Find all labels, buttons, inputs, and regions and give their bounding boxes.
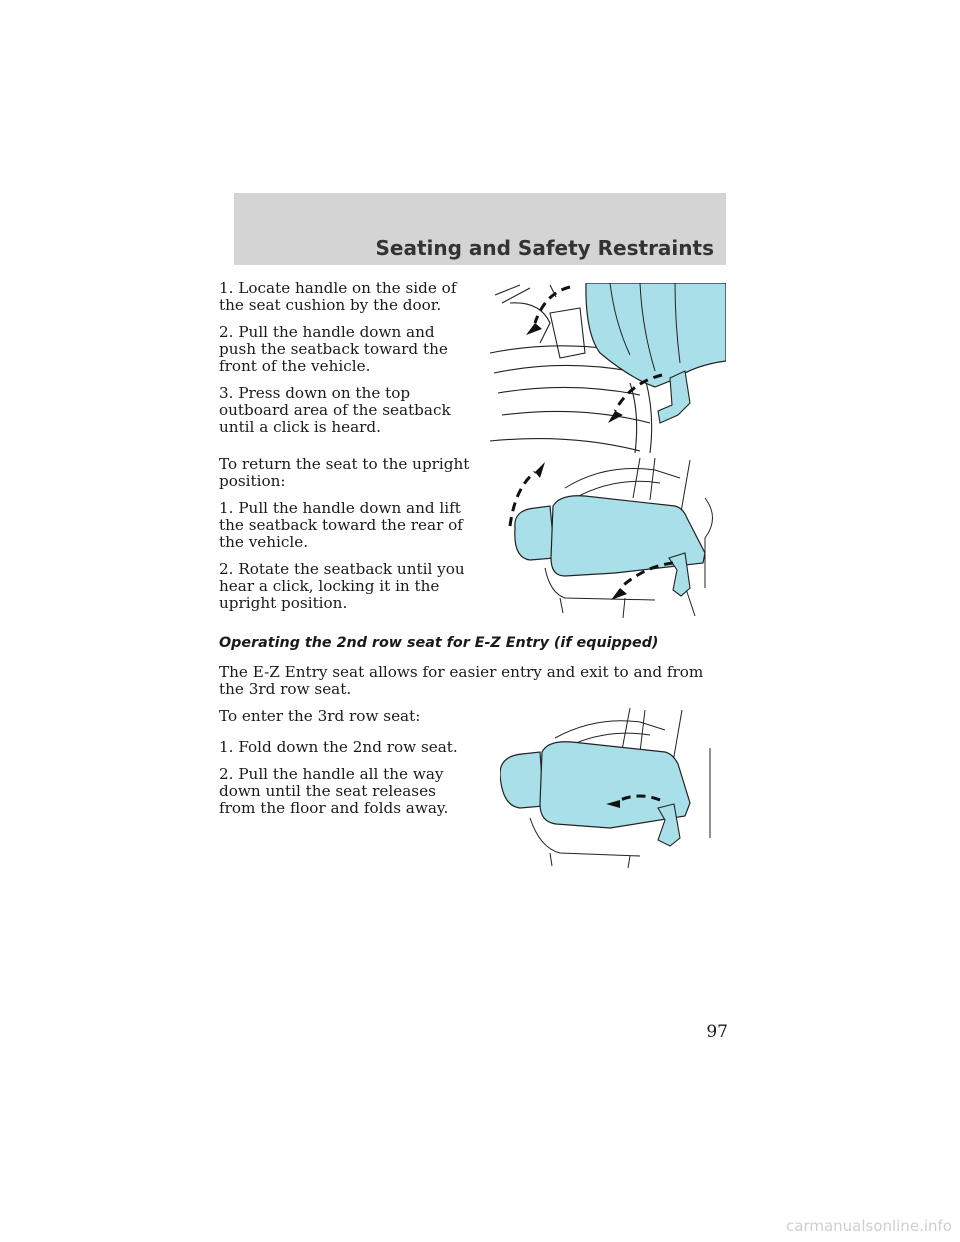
return-step-1: 1. Pull the handle down and lift the seatback toward the rear of the vehicle. [219,499,463,551]
return-intro: To return the seat to the upright position: [219,455,470,490]
seat-ez-entry-illustration [500,708,720,870]
watermark: carmanualsonline.info [786,1217,952,1235]
ez-entry-steps [219,739,474,827]
ez-step-2: 2. Pull the handle all the way down until the seat releases from the floor and folds away. [219,765,449,817]
page-number: 97 [706,1022,728,1042]
section-header-band [234,193,726,265]
section-title: Seating and Safety Restraints [375,236,714,260]
ez-entry-intro: To enter the 3rd row seat: [219,707,421,725]
return-step-2: 2. Rotate the seatback until you hear a click, locking it in the upright position. [219,560,465,612]
ez-entry-description: The E-Z Entry seat allows for easier entry and exit to and from the 3rd row seat. [219,663,704,698]
ez-entry-heading: Operating the 2nd row seat for E-Z Entry (if equipped) [219,635,659,651]
return-upright-steps [219,456,474,622]
fold-steps [219,280,474,446]
seat-fold-forward-illustration [490,283,726,453]
seat-return-upright-illustration [505,458,720,623]
step-1: 1. Locate handle on the side of the seat cushion by the door. [219,279,457,314]
step-3: 3. Press down on the top outboard area of the seatback until a click is heard. [219,384,451,436]
ez-step-1: 1. Fold down the 2nd row seat. [219,738,458,756]
step-2: 2. Pull the handle down and push the seatback toward the front of the vehicle. [219,323,448,375]
